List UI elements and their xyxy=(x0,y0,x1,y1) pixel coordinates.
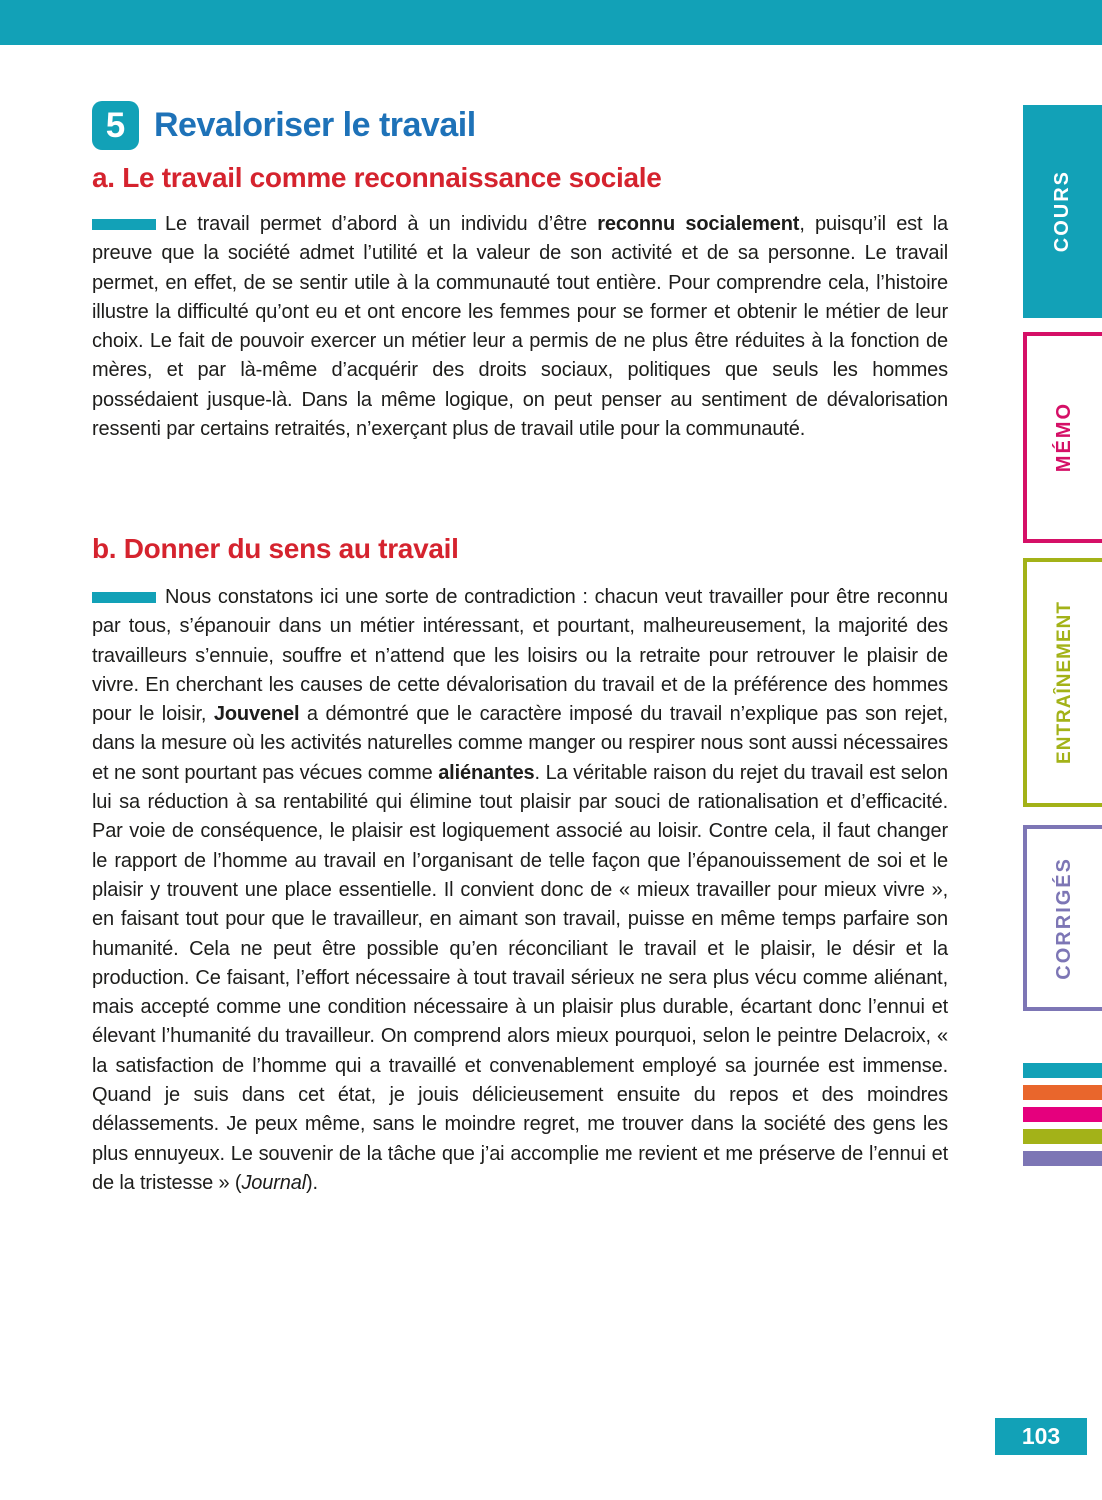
paragraph-marker xyxy=(92,592,156,603)
sidebar-color-bars xyxy=(1023,1063,1102,1166)
chapter-title: Revaloriser le travail xyxy=(154,106,476,144)
sidebar-tab-cours-label: COURS xyxy=(1051,170,1073,253)
color-bar-0 xyxy=(1023,1063,1102,1078)
sidebar-tab-entrainement-label: ENTRAÎNEMENT xyxy=(1053,601,1075,764)
sidebar-tab-corriges-label: CORRIGÉS xyxy=(1053,856,1075,980)
color-bar-1 xyxy=(1023,1085,1102,1100)
sidebar-tab-entrainement xyxy=(1023,558,1102,807)
sidebar-tab-memo-label: MÉMO xyxy=(1053,402,1075,473)
sidebar-tab-corriges xyxy=(1023,825,1102,1011)
color-bar-4 xyxy=(1023,1151,1102,1166)
section-heading-a: a. Le travail comme reconnaissance sociale xyxy=(92,162,662,193)
top-color-band xyxy=(0,0,1102,45)
paragraph-a xyxy=(92,210,948,444)
color-bar-2 xyxy=(1023,1107,1102,1122)
sidebar-tab-cours xyxy=(1023,105,1102,318)
paragraph-b xyxy=(92,583,948,1198)
section-heading-b: b. Donner du sens au travail xyxy=(92,533,459,564)
chapter-header xyxy=(92,101,476,150)
page-number-badge: 103 xyxy=(995,1418,1087,1455)
chapter-number-badge: 5 xyxy=(92,101,139,150)
paragraph-b-text: Nous constatons ici une sorte de contradiction : chacun veut travailler pour être reconnu par tous, s’épanouir dans un métier intéressant, et pourtant, malheureusement, la majorité des travailleurs s’ennuie, souffre et n’attend que les loisirs ou la retraite pour retrouver le plaisir de vivre. En cherchant les causes de cette dévalorisation du travail et de la préférence des hommes pour le loisir, Jouvenel a démontré que le caractère imposé du travail n’explique pas son rejet, dans la mesure où les activités naturelles comme manger ou respirer nous sont aussi nécessaires et ne sont pourtant pas vécues comme aliénantes. La véritable raison du rejet du travail est selon lui sa réduction à sa rentabilité qui élimine tout plaisir par souci de rationalisation et d’efficacité. Par voie de conséquence, le plaisir est logiquement associé au loisir. Contre cela, il faut changer le rapport de l’homme au travail en l’organisant de telle façon que l’épanouissement de soi et le plaisir y trouvent une place essentielle. Il convient donc de « mieux travailler pour mieux vivre », en faisant tout pour que le travailleur, en aimant son travail, puisse en même temps parfaire son humanité. Cela ne peut être possible qu’en réconciliant le travail et le plaisir, le désir et la production. Ce faisant, l’effort nécessaire à tout travail sérieux ne sera plus vécu comme aliénant, mais accepté comme une condition nécessaire à un plaisir plus durable, écartant donc l’ennui et élevant l’humanité du travailleur. On comprend alors mieux pourquoi, selon le peintre Delacroix, « la satisfaction de l’homme qui a travaillé et convenablement employé sa journée est immense. Quand je suis dans cet état, je jouis délicieusement ensuite du repos et des moindres délassements. Je peux même, sans le moindre regret, me trouver dans la société des gens les plus ennuyeux. Le souvenir de la tâche que j’ai accomplie me revient et me préserve de l’ennui et de la tristesse » (Journal). xyxy=(92,586,948,1194)
paragraph-marker xyxy=(92,219,156,230)
sidebar-tab-memo xyxy=(1023,332,1102,543)
color-bar-3 xyxy=(1023,1129,1102,1144)
paragraph-a-text: Le travail permet d’abord à un individu d’être reconnu socialement, puisqu’il est la preuve que la société admet l’utilité et la valeur de son activité et de sa personne. Le travail permet, en effet, de se sentir utile à la communauté tout entière. Pour comprendre cela, l’histoire illustre la difficulté qu’ont eu et ont encore les femmes pour se former et obtenir le métier de leur choix. Le fait de pouvoir exercer un métier leur a permis de ne plus être réduites à la fonction de mères, et par là-même d’acquérir des droits sociaux, politiques que seuls les hommes possédaient jusque-là. Dans la même logique, on peut penser au sentiment de dévalorisation ressenti par certains retraités, n’exerçant plus de travail utile pour la communauté. xyxy=(92,213,948,441)
